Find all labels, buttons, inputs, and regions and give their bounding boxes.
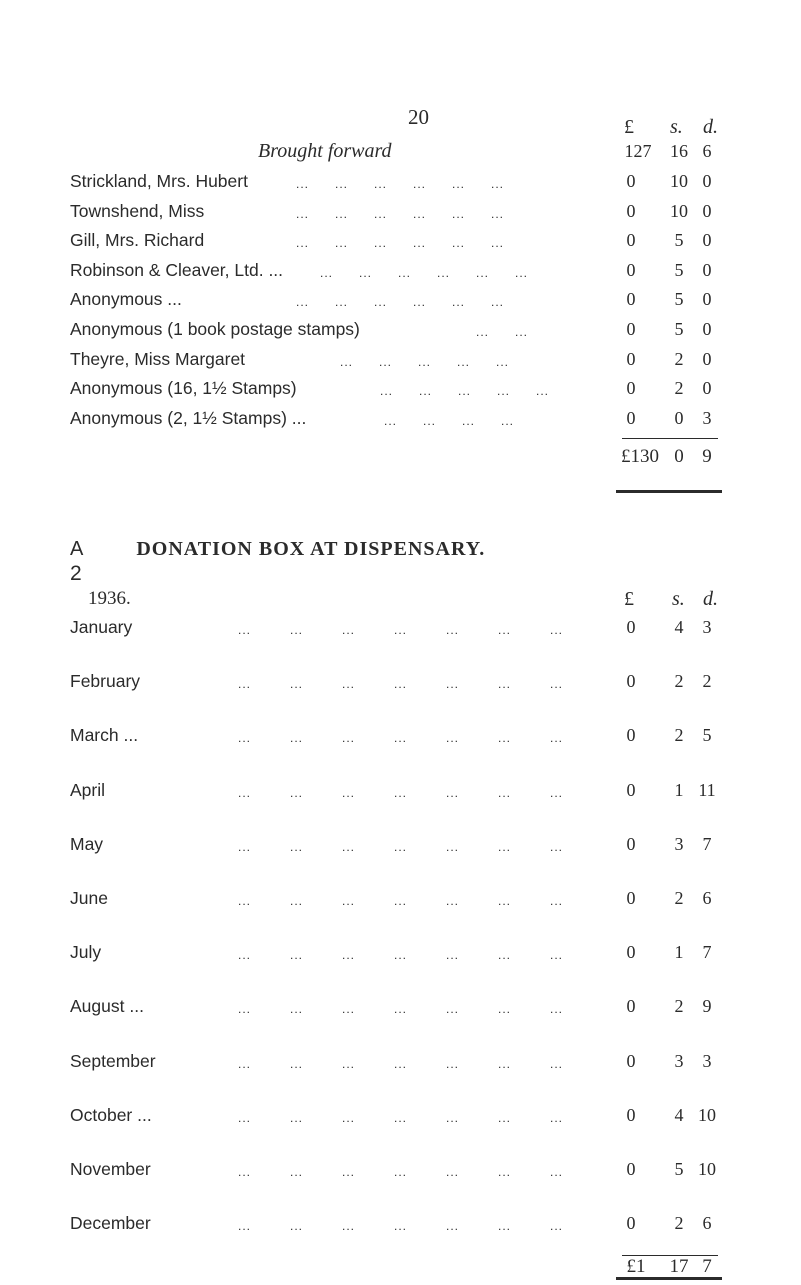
month-row-pence: 2 (702, 671, 712, 692)
subscription-row (0, 260, 801, 290)
month-row-pence: 10 (698, 1159, 716, 1179)
subscription-row-pounds: 0 (626, 171, 636, 191)
leader-dots: ... ... ... ... ... ... ... (238, 1219, 564, 1234)
shillings-header: s. (670, 116, 683, 138)
month-row-pence: 3 (702, 617, 712, 637)
donation-total-shillings: 17 (669, 1256, 689, 1277)
month-row-label: May (70, 833, 104, 854)
subscription-row-pence: 0 (702, 200, 712, 221)
donation-shillings-header: s. (672, 588, 685, 610)
month-row-label: July (70, 942, 102, 963)
leader-dots: ... ... ... ... ... ... ... (238, 785, 564, 800)
month-row-pounds: 0 (626, 888, 636, 908)
donation-total-pence: 7 (702, 1256, 712, 1277)
subscription-row-shillings: 2 (674, 378, 684, 399)
month-row (0, 1105, 801, 1135)
subscription-row-label: Gill, Mrs. Richard (70, 230, 205, 251)
month-row (0, 834, 801, 864)
month-row-shillings: 1 (674, 779, 684, 800)
leader-dots: ... ... ... ... ... ... (296, 206, 505, 221)
month-row-label: December (70, 1213, 151, 1234)
donation-box-ref: 2 (70, 562, 82, 585)
month-row-shillings: 3 (674, 1050, 684, 1071)
month-row-pounds: 0 (626, 725, 636, 746)
month-row-label: January (70, 617, 133, 637)
subscriptions-total-pounds: £130 (621, 446, 659, 467)
month-row-pounds: 0 (626, 1104, 636, 1125)
month-row-pounds: 0 (626, 1159, 636, 1179)
subscription-row-pounds: 0 (626, 289, 636, 310)
brought-forward-label: Brought forward (258, 140, 392, 162)
subscription-row-label: Theyre, Miss Margaret (70, 348, 246, 369)
subscription-row-shillings: 5 (674, 259, 684, 280)
month-row (0, 671, 801, 701)
month-row-shillings: 3 (674, 833, 684, 854)
month-row-pounds: 0 (626, 1213, 636, 1234)
subscription-row-pence: 0 (702, 171, 712, 191)
subscription-row (0, 201, 801, 231)
leader-dots: ... ... (476, 325, 529, 339)
subscription-row-pounds: 0 (626, 259, 636, 280)
leader-dots: ... ... ... ... ... ... (296, 295, 505, 310)
month-row-pence: 7 (702, 833, 712, 854)
month-row-label: November (70, 1159, 151, 1179)
leader-dots: ... ... ... ... ... ... (296, 236, 505, 251)
month-row-shillings: 2 (674, 888, 684, 908)
subscription-row-pence: 0 (702, 289, 712, 310)
month-row-pounds: 0 (626, 617, 636, 637)
subscription-row-label: Anonymous (16, 1½ Stamps) (70, 378, 297, 399)
month-row-pence: 6 (702, 888, 712, 908)
donation-box-title-text: DONATION BOX AT DISPENSARY. (136, 538, 486, 560)
subscription-row (0, 171, 801, 201)
page-number: 20 (408, 105, 429, 129)
month-row-label: September (70, 1050, 156, 1071)
donation-total-pounds: £1 (626, 1256, 646, 1277)
month-row-pence: 11 (698, 779, 716, 800)
subscription-row-pence: 0 (702, 319, 712, 339)
month-row-pounds: 0 (626, 833, 636, 854)
month-row (0, 996, 801, 1026)
month-row (0, 780, 801, 810)
month-row-pence: 5 (702, 725, 712, 746)
subscription-row-pounds: 0 (626, 378, 636, 399)
month-row-shillings: 2 (674, 1213, 684, 1234)
leader-dots: ... ... ... ... ... ... (296, 177, 505, 191)
leader-dots: ... ... ... ... ... ... ... (238, 839, 564, 854)
month-row-shillings: 1 (674, 942, 684, 963)
month-row-label: February (70, 671, 141, 692)
leader-dots: ... ... ... ... ... ... ... (238, 1165, 564, 1179)
month-row-pence: 7 (702, 942, 712, 963)
month-row-label: August ... (70, 996, 144, 1017)
subscription-row-shillings: 10 (670, 171, 688, 191)
subscription-row (0, 319, 801, 349)
subscription-row-pence: 3 (702, 407, 712, 428)
subscription-row (0, 289, 801, 319)
subscription-row-pounds: 0 (626, 230, 636, 251)
leader-dots: ... ... ... ... ... ... ... (238, 623, 564, 637)
leader-dots: ... ... ... ... (384, 413, 515, 428)
leader-dots: ... ... ... ... ... ... ... (238, 1056, 564, 1071)
brought-forward-pounds: 127 (624, 141, 652, 161)
month-row-label: October ... (70, 1104, 152, 1125)
subscription-row-pence: 0 (702, 348, 712, 369)
month-row (0, 725, 801, 755)
leader-dots: ... ... ... ... ... ... ... (238, 894, 564, 908)
leader-dots: ... ... ... ... ... ... ... (238, 948, 564, 963)
subscription-row-pence: 0 (702, 230, 712, 251)
month-row-label: April (70, 779, 106, 800)
subscriptions-total-pence: 9 (702, 446, 712, 467)
month-row-shillings: 4 (674, 1104, 684, 1125)
subscription-row-shillings: 10 (670, 200, 688, 221)
leader-dots: ... ... ... ... ... (380, 384, 550, 399)
brought-forward-pence: 6 (702, 141, 712, 161)
month-row-shillings: 4 (674, 617, 684, 637)
subscription-row-label: Anonymous (1 book postage stamps) (70, 319, 360, 339)
subscription-row-shillings: 5 (674, 230, 684, 251)
month-row-pounds: 0 (626, 671, 636, 692)
subscription-row-label: Robinson & Cleaver, Ltd. ... (70, 259, 284, 280)
subscription-row (0, 378, 801, 408)
month-row-pounds: 0 (626, 779, 636, 800)
total-double-rule (616, 490, 722, 493)
subscription-row-shillings: 5 (674, 289, 684, 310)
donation-total-double-rule (616, 1277, 722, 1280)
subscription-row-shillings: 5 (674, 319, 684, 339)
month-row-shillings: 5 (674, 1159, 684, 1179)
subscription-row (0, 230, 801, 260)
leader-dots: ... ... ... ... ... ... ... (238, 677, 564, 692)
month-row-pounds: 0 (626, 942, 636, 963)
month-row (0, 942, 801, 972)
month-row-pence: 10 (698, 1104, 716, 1125)
subscription-row-pounds: 0 (626, 200, 636, 221)
subscription-row-pence: 0 (702, 259, 712, 280)
subscription-row-pounds: 0 (626, 407, 636, 428)
leader-dots: ... ... ... ... ... ... (320, 265, 529, 280)
month-row-pounds: 0 (626, 1050, 636, 1071)
subscriptions-total-shillings: 0 (674, 446, 684, 467)
month-row-shillings: 2 (674, 725, 684, 746)
subscription-row-pounds: 0 (626, 348, 636, 369)
month-row-pence: 9 (702, 996, 712, 1017)
subscription-row (0, 349, 801, 379)
pence-header: d. (703, 116, 718, 138)
leader-dots: ... ... ... ... ... ... ... (238, 1002, 564, 1017)
subscription-row-label: Townshend, Miss (70, 200, 205, 221)
subscription-row (0, 408, 801, 438)
subtotal-rule (622, 438, 718, 439)
month-row-label: June (70, 888, 108, 908)
month-row (0, 1159, 801, 1189)
subscription-row-pounds: 0 (626, 319, 636, 339)
subscription-row-shillings: 2 (674, 348, 684, 369)
month-row (0, 1051, 801, 1081)
subscription-row-label: Anonymous ... (70, 289, 182, 310)
leader-dots: ... ... ... ... ... ... ... (238, 1110, 564, 1125)
donation-pounds-header: £ (624, 588, 634, 610)
month-row (0, 1213, 801, 1243)
brought-forward-shillings: 16 (670, 141, 688, 161)
month-row-pounds: 0 (626, 996, 636, 1017)
month-row-shillings: 2 (674, 671, 684, 692)
month-row (0, 617, 801, 647)
donation-box-title (70, 538, 485, 561)
subscription-row-pence: 0 (702, 378, 712, 399)
month-row-pence: 6 (702, 1213, 712, 1234)
month-row-pence: 3 (702, 1050, 712, 1071)
subscription-row-shillings: 0 (674, 407, 684, 428)
subscription-row-label: Anonymous (2, 1½ Stamps) ... (70, 407, 307, 428)
month-row-label: March ... (70, 725, 139, 746)
month-row (0, 888, 801, 918)
leader-dots: ... ... ... ... ... ... ... (238, 731, 564, 746)
pounds-header: £ (624, 116, 634, 138)
month-row-shillings: 2 (674, 996, 684, 1017)
donation-box-year: 1936. (88, 588, 131, 609)
subscription-row-label: Strickland, Mrs. Hubert (70, 171, 248, 191)
donation-pence-header: d. (703, 588, 718, 610)
leader-dots: ... ... ... ... ... (340, 354, 510, 369)
donation-box-marker: A (70, 538, 85, 560)
